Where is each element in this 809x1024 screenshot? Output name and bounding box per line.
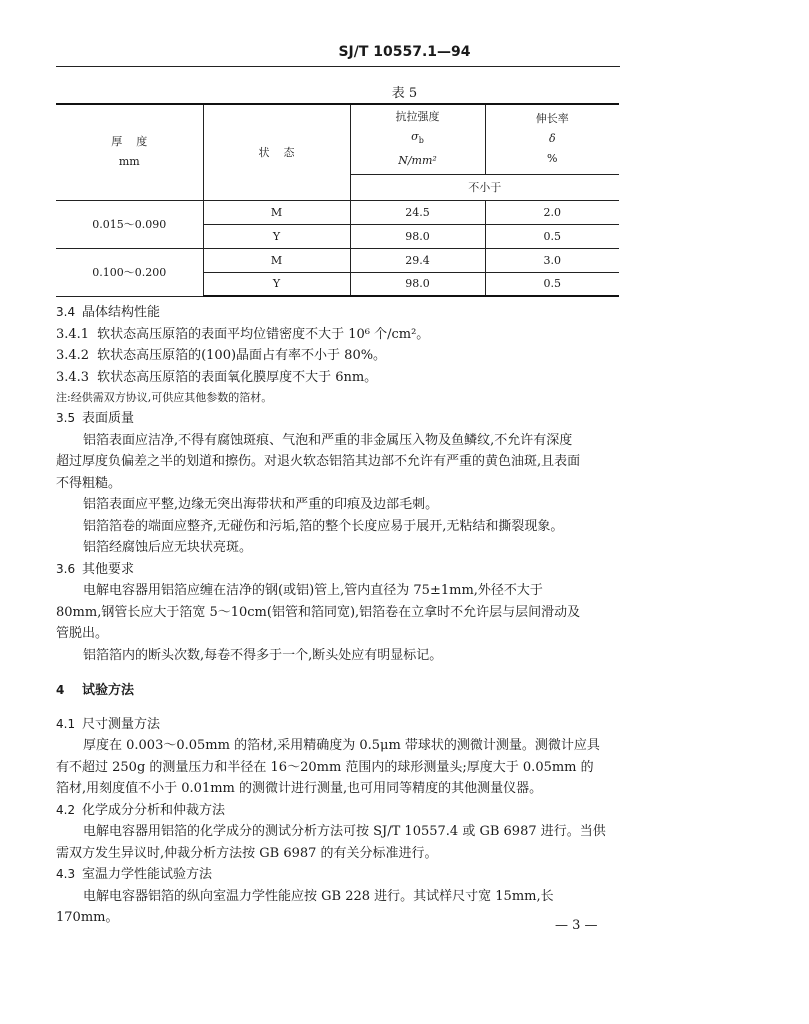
section-3-5-heading: 3.5 表面质量 (56, 411, 135, 426)
properties-table (56, 103, 619, 297)
paragraph-line: 需双方发生异议时,仲裁分析方法按 GB 6987 的有关分标准进行。 (56, 845, 438, 861)
clause-3-4-2: 3.4.2 软状态高压原箔的(100)晶面占有率不小于 80%。 (56, 348, 387, 363)
paragraph-line: 电解电容器用铝箔的化学成分的测试分析方法可按 SJ/T 10557.4 或 GB 6987 进行。当供 (83, 824, 606, 839)
paragraph-line: 管脱出。 (56, 626, 109, 641)
header-elongation-label: 伸长率 (535, 112, 569, 126)
cell-state: M (203, 248, 350, 272)
header-strength (350, 104, 485, 174)
paragraph-line: 有不超过 250g 的测量压力和半径在 16～20mm 范围内的球形测量头;厚度大于 0.05mm 的 (56, 759, 594, 775)
header-thickness (56, 104, 203, 200)
cell-thickness: 0.100～0.200 (56, 248, 203, 296)
section-3-4-heading: 3.4 晶体结构性能 (56, 305, 161, 320)
header-strength-symbol: $\sigma_b$ (411, 130, 424, 146)
document-header-code: SJ/T 10557.1—94 (338, 44, 471, 60)
paragraph-line: 铝箔箔内的断头次数,每卷不得多于一个,断头处应有明显标记。 (83, 647, 443, 663)
clause-3-4-3: 3.4.3 软状态高压原箔的表面氧化膜厚度不大于 6nm。 (56, 369, 378, 385)
header-thickness-label: 厚 度 (111, 135, 148, 149)
header-state-label: 状 态 (258, 146, 295, 160)
paragraph-line: 铝箔经腐蚀后应无块状亮斑。 (83, 540, 253, 555)
section-4-3-heading: 4.3 室温力学性能试验方法 (56, 867, 213, 882)
cell-strength: 98.0 (350, 272, 485, 296)
table-caption: 表 5 (391, 86, 418, 101)
cell-state: Y (203, 272, 350, 296)
header-not-less-than: 不小于 (350, 174, 619, 200)
cell-state: Y (203, 224, 350, 248)
header-elongation-unit: % (547, 152, 558, 166)
clause-3-4-1: 3.4.1 软状态高压原箔的表面平均位错密度不大于 10⁶ 个/cm²。 (56, 326, 430, 342)
header-strength-unit: N/mm² (398, 154, 437, 168)
section-4-1-heading: 4.1 尺寸测量方法 (56, 716, 161, 732)
paragraph-line: 170mm。 (56, 910, 119, 925)
header-elongation (485, 104, 619, 174)
paragraph-line: 不得粗糙。 (56, 475, 122, 491)
table-row (56, 248, 619, 272)
page-number: — 3 — (555, 918, 598, 933)
paragraph-line: 铝箔表面应洁净,不得有腐蚀斑痕、气泡和严重的非金属压入物及鱼鳞纹,不允许有深度 (83, 432, 573, 448)
cell-strength: 98.0 (350, 224, 485, 248)
cell-elongation: 2.0 (485, 200, 619, 224)
section-3-6-heading: 3.6 其他要求 (56, 561, 135, 577)
cell-strength: 24.5 (350, 200, 485, 224)
note: 注:经供需双方协议,可供应其他参数的箔材。 (56, 391, 273, 404)
paragraph-line: 电解电容器铝箔的纵向室温力学性能应按 GB 228 进行。其试样尺寸宽 15mm,长 (83, 888, 554, 904)
section-4-heading: 4 试验方法 (56, 683, 135, 698)
paragraph-line: 超过厚度负偏差之半的划道和擦伤。对退火软态铝箔其边部不允许有严重的黄色油斑,且表面 (56, 454, 581, 469)
paragraph-line: 80mm,钢管长应大于箔宽 5～10cm(铝管和箔同宽),铝箔卷在立拿时不允许层与层间滑动及 (56, 604, 581, 620)
header-elongation-symbol: δ (548, 132, 556, 146)
cell-state: M (203, 200, 350, 224)
paragraph-line: 铝箔表面应平整,边缘无突出海带状和严重的印痕及边部毛刺。 (83, 497, 439, 512)
cell-elongation: 0.5 (485, 224, 619, 248)
cell-thickness: 0.015～0.090 (56, 200, 203, 248)
cell-elongation: 0.5 (485, 272, 619, 296)
cell-elongation: 3.0 (485, 248, 619, 272)
section-4-2-heading: 4.2 化学成分分析和仲裁方法 (56, 802, 226, 818)
header-rule (56, 66, 620, 67)
table-row (56, 200, 619, 224)
header-thickness-unit: mm (118, 155, 140, 169)
body-text (56, 302, 624, 929)
paragraph-line: 电解电容器用铝箔应缠在洁净的钢(或铝)管上,管内直径为 75±1mm,外径不大于 (83, 583, 543, 598)
cell-strength: 29.4 (350, 248, 485, 272)
paragraph-line: 厚度在 0.003～0.05mm 的箔材,采用精确度为 0.5μm 带球状的测微计测量。测微计应具 (83, 738, 600, 753)
paragraph-line: 箔材,用刻度值不小于 0.01mm 的测微计进行测量,也可用同等精度的其他测量仪器。 (56, 781, 543, 796)
paragraph-line: 铝箔箔卷的端面应整齐,无碰伤和污垢,箔的整个长度应易于展开,无粘结和撕裂现象。 (83, 518, 564, 534)
header-strength-label: 抗拉强度 (395, 110, 440, 124)
header-state (203, 104, 350, 200)
